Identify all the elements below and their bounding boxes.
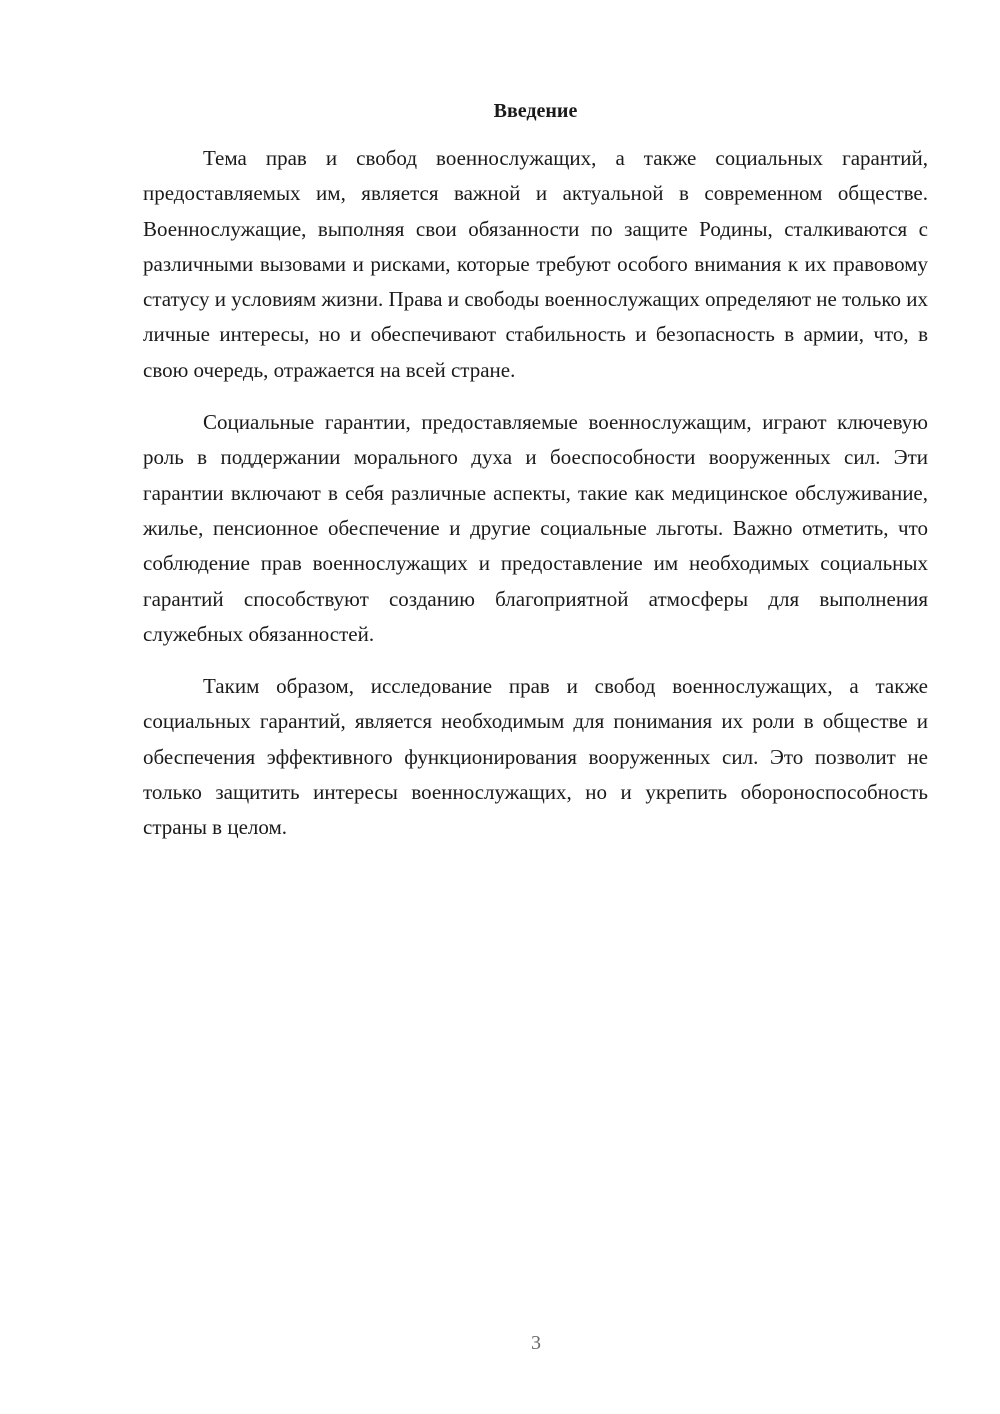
section-heading: Введение [493,100,578,122]
paragraph-1: Тема прав и свобод военнослужащих, а также социальных гарантий, предоставляемых им, является важной и актуальной в современном обществе. Военнослужащие, выполняя свои обязанности по защите Родины, сталкиваются с различными вызовами и рисками, которые требуют особого внимания к их правовому статусу и условиям жизни. Права и свободы военнослужащих определяют не только их личные интересы, но и обеспечивают стабильность и безопасность в армии, что, в свою очередь, отражается на всей стране. [143,146,928,382]
paragraph-3: Таким образом, исследование прав и свобод военнослужащих, а также социальных гарантий, является необходимым для понимания их роли в обществе и обеспечения эффективного функционирования вооруженных сил. Это позволит не только защитить интересы военнослужащих, но и укрепить обороноспособность страны в целом. [143,674,928,840]
page-number: 3 [531,1332,541,1354]
page-content [143,94,928,863]
paragraph-2: Социальные гарантии, предоставляемые военнослужащим, играют ключевую роль в поддержании морального духа и боеспособности вооруженных сил. Эти гарантии включают в себя различные аспекты, такие как медицинское обслуживание, жилье, пенсионное обеспечение и другие социальные льготы. Важно отметить, что соблюдение прав военнослужащих и предоставление им необходимых социальных гарантий способствуют созданию благоприятной атмосферы для выполнения служебных обязанностей. [143,410,928,646]
